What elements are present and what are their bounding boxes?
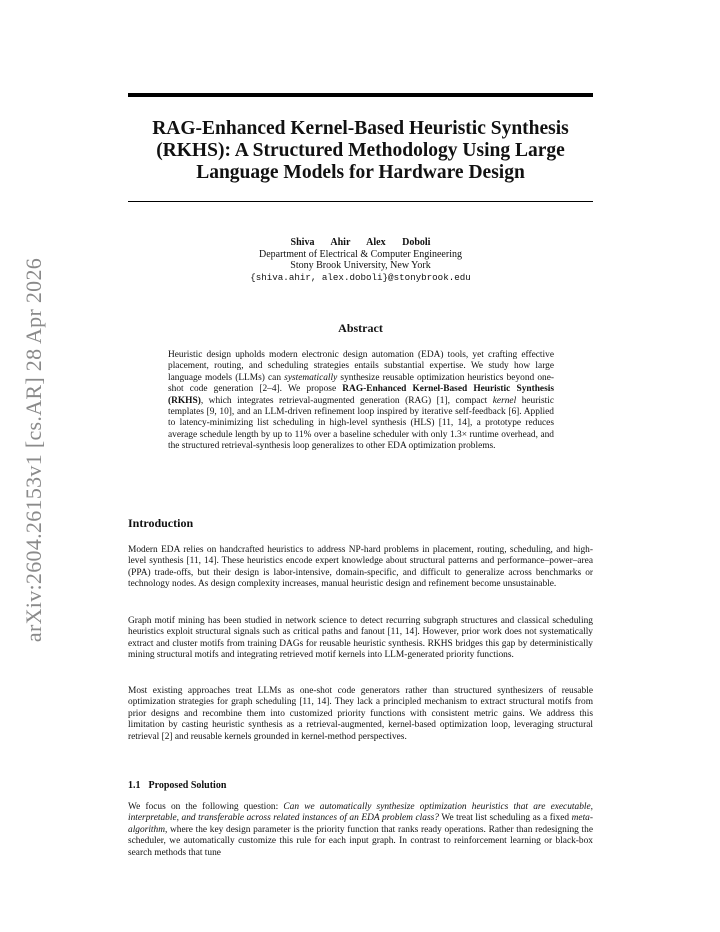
introduction-paragraph-1: Modern EDA relies on handcrafted heuristics to address NP-hard problems in placement, routing, scheduling, and high-level synthesis [11, 14]. These heuristics encode expert knowledge about structural patterns and performance–power–area (PPA) trade-offs, but their design is labor-intensive, domain-specific, and difficult to generalize across benchmarks or technology nodes. As design complexity increases, manual heuristic design and refinement become unsustainable. bbox=[128, 545, 593, 590]
introduction-paragraph-3: Most existing approaches treat LLMs as one-shot code generators rather than structured synthesizers of reusable optimization strategies for graph scheduling [11, 14]. They lack a principled mechanism to extract structural motifs from prior designs and recombine them into customized priority functions with consistent metric gains. We address this limitation by casting heuristic synthesis as a retrieval-augmented, kernel-based optimization loop, leveraging structural retrieval [2] and reusable kernels grounded in kernel-method perspectives. bbox=[128, 686, 593, 742]
abstract-emphasis-2: kernel bbox=[492, 395, 517, 406]
subsection-title: Proposed Solution bbox=[148, 780, 227, 791]
author-department: Department of Electrical & Computer Engineering bbox=[259, 248, 462, 260]
proposed-question: Can we automatically synthesize optimization heuristics that are executable, interpretable, and transferable across related instances of an EDA problem class? bbox=[128, 802, 593, 824]
author-names: Shiva Ahir Alex Doboli bbox=[290, 237, 431, 248]
proposed-solution-paragraph bbox=[128, 802, 593, 859]
introduction-heading: Introduction bbox=[128, 516, 194, 530]
proposed-meta-algorithm: meta-algorithm bbox=[128, 813, 593, 835]
subsection-number: 1.1 bbox=[128, 780, 141, 791]
abstract-text-1: Heuristic design upholds modern electronic design automation (EDA) tools, yet crafting effective placement, routing, and scheduling strategies entails substantial expertise. We study how large language models (LLMs) can bbox=[168, 350, 554, 383]
title-line-1: RAG-Enhanced Kernel-Based Heuristic Synthesis bbox=[152, 118, 569, 139]
abstract-emphasis-1: systematically bbox=[284, 372, 338, 383]
title-rule-top bbox=[128, 93, 593, 97]
title-line-3: Language Models for Hardware Design bbox=[196, 162, 525, 183]
title-line-2: (RKHS): A Structured Methodology Using Large bbox=[156, 140, 565, 161]
proposed-text-2: We treat list scheduling as a fixed bbox=[438, 813, 572, 824]
title-rule-bottom bbox=[128, 201, 593, 202]
author-university: Stony Brook University, New York bbox=[290, 260, 431, 271]
introduction-paragraph-2: Graph motif mining has been studied in network science to detect recurring subgraph structures and classical scheduling heuristics exploit structural signals such as critical paths and fanout [11, 14]. However, prior work does not systematically extract and cluster motifs from training DAGs for reusable heuristic synthesis. RKHS bridges this gap by deterministically mining structural motifs and integrating retrieved motif kernels into LLM-generated priority functions. bbox=[128, 616, 593, 661]
abstract-text-2: synthesize reusable optimization heuristics beyond one-shot code generation [2–4]. We propose bbox=[168, 372, 554, 395]
abstract-body bbox=[168, 350, 554, 453]
abstract-text-3: , which integrates retrieval-augmented generation (RAG) [1], compact bbox=[200, 395, 493, 406]
proposed-text-1: We focus on the following question: bbox=[128, 802, 284, 812]
subsection-heading bbox=[128, 780, 226, 791]
author-block bbox=[128, 237, 593, 283]
arxiv-identifier bbox=[18, 257, 50, 643]
abstract-heading: Abstract bbox=[338, 321, 383, 335]
arxiv-identifier-text: arXiv:2604.26153v1 [cs.AR] 28 Apr 2026 bbox=[21, 257, 46, 643]
abstract-text-4: heuristic templates [9, 10], and an LLM-driven refinement loop inspired by iterative self-feedback [6]. Applied to latency-minimizing list scheduling in high-level synthesis (HLS) [11, 14], a prototype reduces average schedule length by up to 11% over a baseline scheduler with only 1.3× runtime overhead, and the structured retrieval-synthesis loop generalizes to other EDA optimization problems. bbox=[168, 395, 554, 452]
paper-title bbox=[128, 118, 593, 184]
author-email: {shiva.ahir, alex.doboli}@stonybrook.edu bbox=[250, 271, 471, 283]
abstract-method-name: RAG-Enhanced Kernel-Based Heuristic Synthesis (RKHS) bbox=[168, 384, 554, 406]
proposed-text-3: , where the key design parameter is the priority function that ranks ready operations. Rather than redesigning the scheduler, we automatically customize this rule for each input graph. In contrast to reinforcement learning or black-box search methods that tune bbox=[128, 824, 593, 858]
